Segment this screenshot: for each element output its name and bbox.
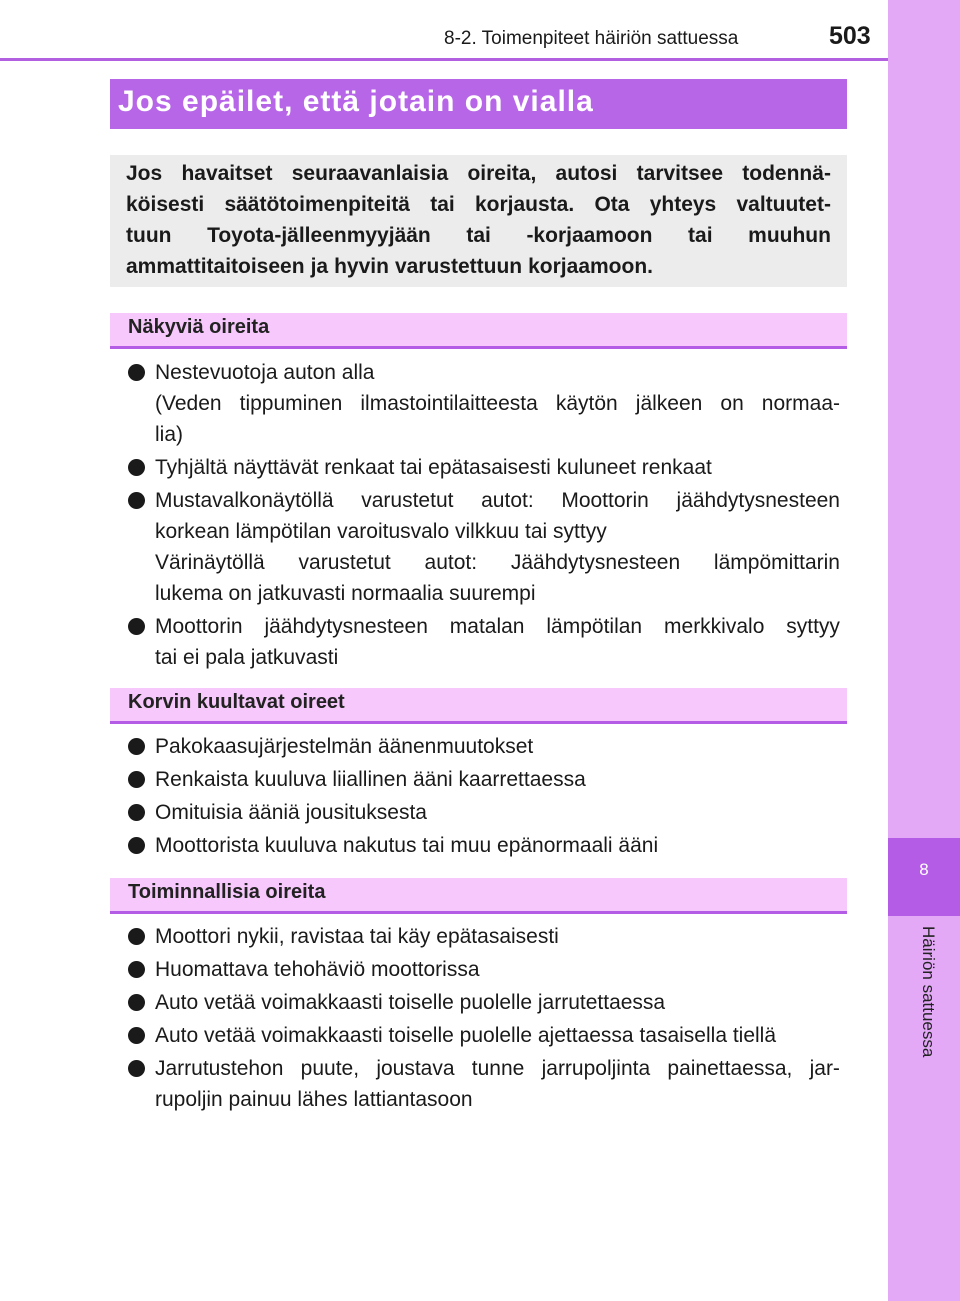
list-item-line: Auto vetää voimakkaasti toiselle puolelle jarrutettaessa (155, 991, 666, 1014)
word: hyvin (334, 255, 389, 278)
word: Ota (594, 193, 630, 216)
list-item-line: Tyhjältä näyttävät renkaat tai epätasaisesti kuluneet renkaat (155, 456, 712, 479)
list-item-line: Auto vetää voimakkaasti toiselle puolelle ajettaessa tasaisella tiellä (155, 1024, 777, 1047)
word: tunne (471, 1057, 525, 1080)
word: jälkeen (635, 392, 703, 415)
bullet-icon (128, 618, 145, 635)
section-title: 8-2. Toimenpiteet häiriön sattuessa (444, 28, 739, 49)
bullet-icon (128, 1027, 145, 1044)
list-item (128, 485, 840, 609)
word: todennä- (742, 162, 831, 185)
section-heading-functional: Toiminnallisia oireita (110, 878, 847, 914)
list-item-line: Moottorista kuuluva nakutus tai muu epänormaali ääni (155, 834, 659, 857)
intro-line (126, 220, 831, 251)
list-item-line: tai ei pala jatkuvasti (155, 646, 339, 669)
word: ammattitaitoiseen (126, 255, 305, 278)
list-item-line: lia) (155, 423, 184, 446)
bullet-icon (128, 771, 145, 788)
list-item-line: Renkaista kuuluva liiallinen ääni kaarrettaessa (155, 768, 586, 791)
list-item (128, 797, 840, 828)
word: tippuminen (239, 392, 343, 415)
word: matalan (449, 615, 525, 638)
word: Mustavalkonäytöllä (155, 489, 334, 512)
list-item (128, 611, 840, 673)
list-item-line (155, 547, 840, 578)
word: -korjaamoon (526, 224, 653, 247)
word: lämpömittarin (713, 551, 840, 574)
intro-line (126, 189, 831, 220)
list-item-line: Pakokaasujärjestelmän äänenmuutokset (155, 735, 534, 758)
list-item-line (155, 485, 840, 516)
list-item-line: lukema on jatkuvasti normaalia suurempi (155, 582, 536, 605)
word: tarvitsee (636, 162, 724, 185)
word: oireita, (467, 162, 537, 185)
bullet-icon (128, 837, 145, 854)
word: merkkivalo (664, 615, 765, 638)
list-item-line (155, 388, 840, 419)
word: Jarrutustehon (155, 1057, 284, 1080)
word: varustettuun (394, 255, 523, 278)
word: ja (310, 255, 329, 278)
word: tuun (126, 224, 172, 247)
word: jäähdytysnesteen (676, 489, 840, 512)
word: jar- (809, 1057, 840, 1080)
word: Jos (126, 162, 163, 185)
word: Värinäytöllä (155, 551, 265, 574)
chapter-number: 8 (888, 838, 960, 916)
header-rule (0, 58, 888, 61)
word: joustava (376, 1057, 455, 1080)
bullet-icon (128, 492, 145, 509)
word: Moottorin (155, 615, 243, 638)
bullet-icon (128, 961, 145, 978)
visible-symptoms-list (128, 357, 840, 675)
word: käytön (555, 392, 618, 415)
word: seuraavanlaisia (291, 162, 449, 185)
word: autot: (481, 489, 534, 512)
word: valtuutet- (736, 193, 831, 216)
list-item-line: rupoljin painuu lähes lattiantasoon (155, 1088, 473, 1111)
list-item (128, 1020, 840, 1051)
intro-box (110, 155, 847, 287)
bullet-icon (128, 364, 145, 381)
page-number: 503 (829, 22, 871, 50)
section-heading-audible: Korvin kuultavat oireet (110, 688, 847, 724)
list-item (128, 731, 840, 762)
intro-line (126, 158, 831, 189)
section-heading-visible: Näkyviä oireita (110, 313, 847, 349)
word: muuhun (748, 224, 831, 247)
list-item-line: Huomattava tehohäviö moottorissa (155, 958, 480, 981)
word: (Veden (155, 392, 222, 415)
list-item-line: Moottori nykii, ravistaa tai käy epätasaisesti (155, 925, 559, 948)
list-item (128, 1053, 840, 1115)
bullet-icon (128, 1060, 145, 1077)
list-item (128, 987, 840, 1018)
list-item-line: korkean lämpötilan varoitusvalo vilkkuu tai syttyy (155, 520, 607, 543)
intro-line (126, 251, 831, 282)
side-tab (888, 0, 960, 1301)
audible-symptoms-list (128, 731, 840, 863)
word: Toyota-jälleenmyyjään (207, 224, 431, 247)
bullet-icon (128, 928, 145, 945)
word: jarrupoljinta (541, 1057, 651, 1080)
word: Moottorin (561, 489, 649, 512)
bullet-icon (128, 738, 145, 755)
list-item (128, 921, 840, 952)
list-item (128, 357, 840, 450)
bullet-icon (128, 994, 145, 1011)
word: tai (688, 224, 713, 247)
word: ilmastointilaitteesta (360, 392, 538, 415)
word: havaitset (181, 162, 273, 185)
list-item-line: Omituisia ääniä jousituksesta (155, 801, 427, 824)
word: yhteys (649, 193, 717, 216)
word: normaa- (761, 392, 840, 415)
list-item (128, 954, 840, 985)
word: jäähdytysnesteen (264, 615, 428, 638)
word: autot: (424, 551, 478, 574)
word: autosi (555, 162, 618, 185)
list-item (128, 452, 840, 483)
word: säätötoimenpiteitä (224, 193, 410, 216)
word: Jäähdytysnesteen (510, 551, 681, 574)
word: puute, (300, 1057, 360, 1080)
word: varustetut (298, 551, 391, 574)
list-item-line: Nestevuotoja auton alla (155, 361, 375, 384)
word: tai (466, 224, 491, 247)
list-item (128, 764, 840, 795)
word: syttyy (786, 615, 840, 638)
bullet-icon (128, 804, 145, 821)
bullet-icon (128, 459, 145, 476)
page-title: Jos epäilet, että jotain on vialla (110, 79, 847, 129)
list-item (128, 830, 840, 861)
word: korjaamoon. (528, 255, 653, 278)
word: korjausta. (474, 193, 575, 216)
word: lämpötilan (546, 615, 643, 638)
chapter-title: Häiriön sattuessa (919, 926, 938, 1058)
word: painettaessa, (667, 1057, 793, 1080)
list-item-line (155, 611, 840, 642)
word: köisesti (126, 193, 205, 216)
word: tai (430, 193, 455, 216)
list-item-line (155, 1053, 840, 1084)
functional-symptoms-list (128, 921, 840, 1117)
word: varustetut (361, 489, 454, 512)
word: on (720, 392, 744, 415)
